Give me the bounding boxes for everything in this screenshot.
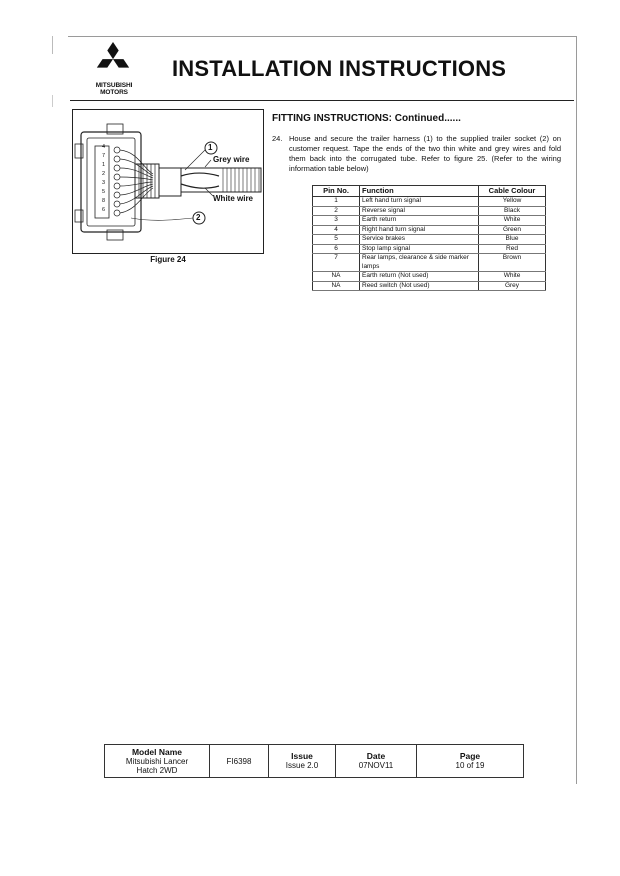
date-value: 07NOV11 — [358, 761, 394, 770]
pin-label: 4 — [102, 144, 106, 150]
pin-label: 6 — [102, 207, 106, 213]
step-number: 24. — [272, 134, 283, 143]
pin-cell: NA — [313, 272, 360, 282]
colour-cell: Black — [479, 206, 546, 216]
pin-cell: 2 — [313, 206, 360, 216]
pin-label: 2 — [102, 171, 106, 177]
colour-cell: Yellow — [479, 197, 546, 207]
pin-cell: 5 — [313, 235, 360, 245]
callout-2: 2 — [196, 213, 201, 222]
margin-mark — [52, 36, 53, 54]
table-row — [313, 254, 546, 272]
pin-cell: 7 — [313, 254, 360, 272]
pin-cell: 1 — [313, 197, 360, 207]
three-diamonds-icon — [94, 42, 132, 80]
function-cell: Reverse signal — [360, 206, 479, 216]
colour-cell: White — [479, 216, 546, 226]
function-cell: Stop lamp signal — [360, 244, 479, 254]
model-name-cell — [105, 745, 210, 778]
pin-cell: NA — [313, 281, 360, 291]
table-row — [313, 235, 546, 245]
margin-mark — [52, 95, 53, 107]
page-label: Page — [459, 751, 481, 761]
table-row — [313, 272, 546, 282]
function-cell: Rear lamps, clearance & side marker lamps — [360, 254, 479, 272]
function-cell: Service brakes — [360, 235, 479, 245]
document-code: FI6398 — [226, 756, 252, 766]
table-row — [313, 225, 546, 235]
logo-text — [84, 82, 144, 96]
table-row — [313, 216, 546, 226]
function-cell: Reed switch (Not used) — [360, 281, 479, 291]
logo-text-line2: MOTORS — [100, 89, 128, 96]
colour-cell: Red — [479, 244, 546, 254]
colour-cell: Green — [479, 225, 546, 235]
column-header: Function — [360, 186, 479, 197]
table-row — [313, 206, 546, 216]
pin-label: 3 — [102, 180, 106, 186]
model-name-value-line1: Mitsubishi Lancer — [125, 756, 189, 766]
issue-label: Issue — [291, 751, 313, 761]
table-header-row — [313, 186, 546, 197]
function-cell: Right hand turn signal — [360, 225, 479, 235]
colour-cell: Brown — [479, 254, 546, 272]
wiring-table — [312, 185, 546, 291]
page-title: INSTALLATION INSTRUCTIONS — [172, 56, 507, 81]
function-cell: Earth return (Not used) — [360, 272, 479, 282]
model-name-label: Model Name — [131, 746, 183, 757]
section-title: FITTING INSTRUCTIONS: Continued...... — [272, 113, 461, 124]
table-row — [313, 281, 546, 291]
mitsubishi-logo — [84, 42, 140, 98]
figure-caption: Figure 24 — [150, 255, 186, 264]
pin-cell: 3 — [313, 216, 360, 226]
pin-label: 5 — [102, 189, 106, 195]
logo-text-line1: MITSUBISHI — [95, 82, 133, 89]
table-row — [313, 197, 546, 207]
page-cell — [417, 745, 524, 778]
white-wire-label: White wire — [213, 194, 254, 203]
pin-cell: 4 — [313, 225, 360, 235]
callout-1: 1 — [208, 143, 213, 152]
column-header: Cable Colour — [479, 186, 546, 197]
colour-cell: Grey — [479, 281, 546, 291]
pin-label: 8 — [102, 198, 106, 204]
date-label: Date — [366, 751, 386, 761]
date-cell — [336, 745, 417, 778]
function-cell: Left hand turn signal — [360, 197, 479, 207]
page-number: 10 of 19 — [455, 761, 485, 770]
table-row — [313, 244, 546, 254]
step-text: House and secure the trailer harness (1) to the supplied trailer socket (2) on customer request. Tape the ends of the two thin white and grey wires and fold them back into the corrugated tube. Refer to figure 25. (Refer to the wiring information table below) — [289, 134, 561, 173]
column-header: Pin No. — [313, 186, 360, 197]
function-cell: Earth return — [360, 216, 479, 226]
model-name-value-line2: Hatch 2WD — [136, 765, 178, 775]
document-header — [70, 38, 574, 101]
pin-label: 1 — [102, 162, 106, 168]
issue-cell — [269, 745, 336, 778]
issue-value: Issue 2.0 — [285, 761, 319, 770]
grey-wire-label: Grey wire — [213, 155, 250, 164]
footer-table — [104, 744, 524, 778]
colour-cell: Blue — [479, 235, 546, 245]
document-code-cell — [210, 745, 269, 778]
document-footer — [104, 744, 524, 778]
figure-24-diagram — [72, 109, 264, 254]
pin-label: 7 — [102, 153, 106, 159]
colour-cell: White — [479, 272, 546, 282]
pin-cell: 6 — [313, 244, 360, 254]
